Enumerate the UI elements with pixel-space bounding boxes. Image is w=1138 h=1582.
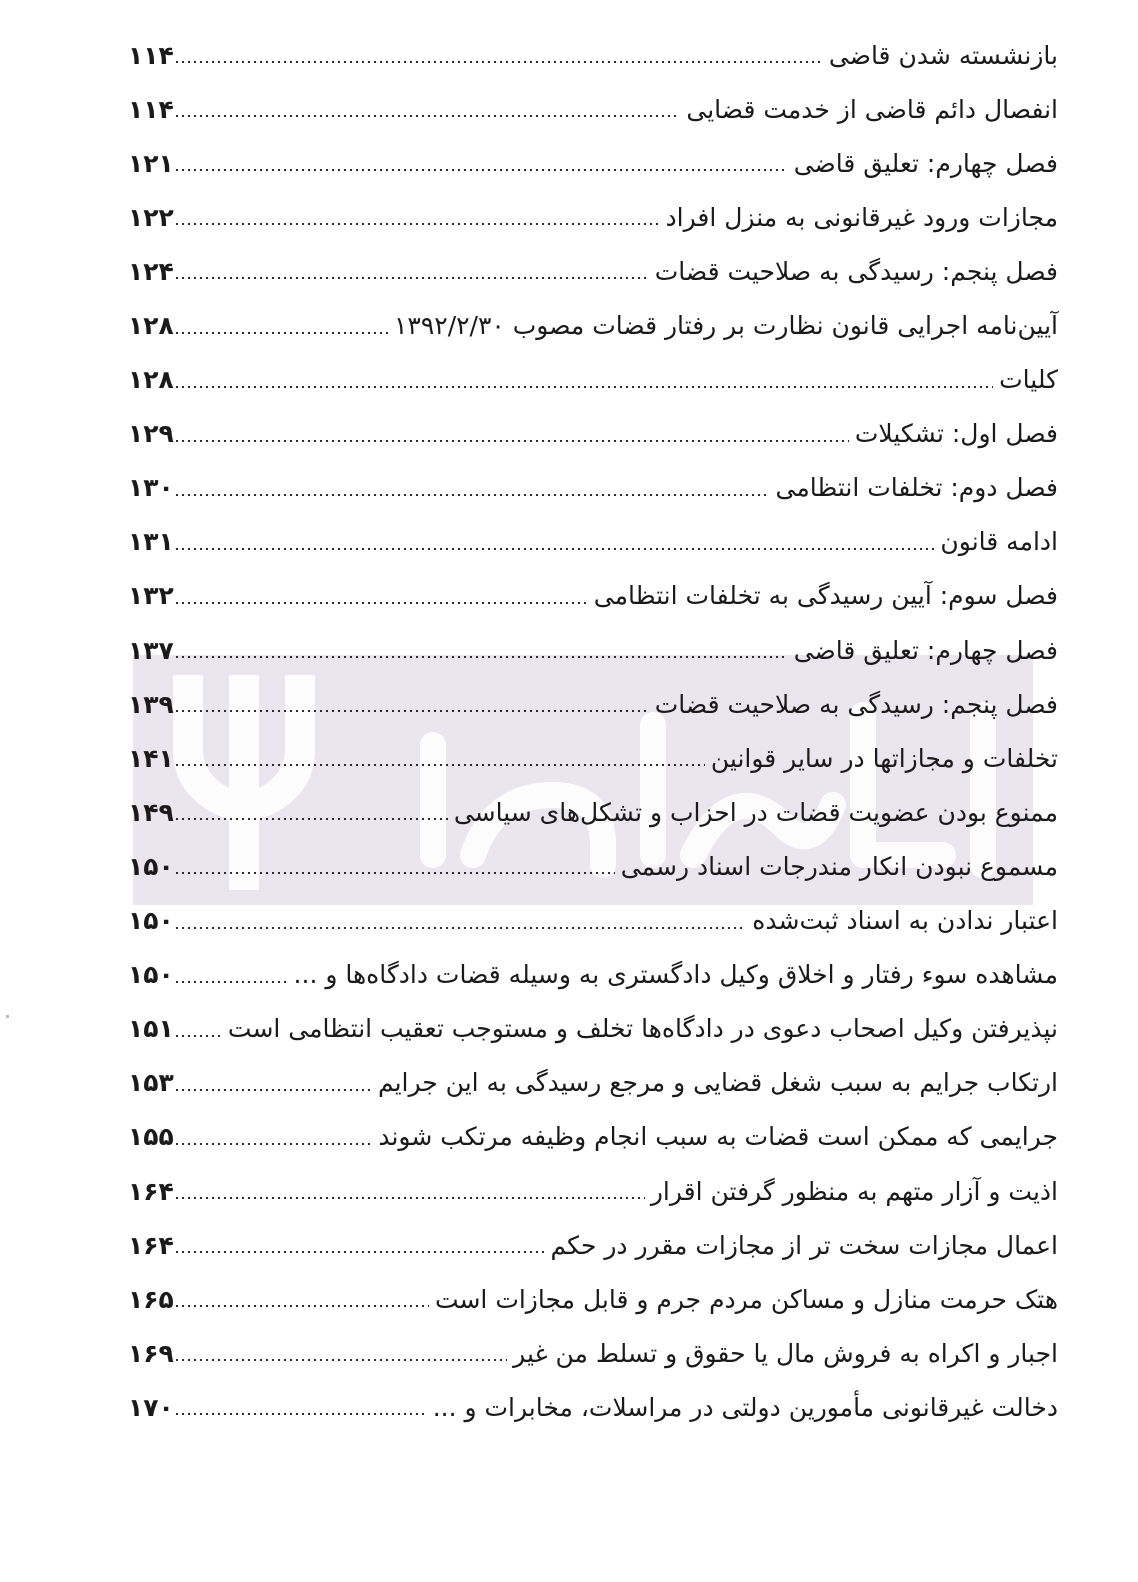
toc-entry-title: ممنوع بودن عضویت قضات در احزاب و تشکل‌های سیاسی bbox=[453, 797, 1058, 827]
toc-entry bbox=[128, 785, 1058, 839]
toc-entry-page-number: ۱۴۱ bbox=[128, 743, 174, 773]
toc-entry-title: ارتکاب جرایم به سبب شغل قضایی و مرجع رسیدگی به این جرایم bbox=[377, 1068, 1058, 1098]
toc-entry bbox=[128, 298, 1058, 352]
toc-leader-dots bbox=[174, 602, 588, 604]
toc-entry-title: فصل دوم: تخلفات انتظامی bbox=[775, 473, 1058, 503]
toc-entry bbox=[128, 731, 1058, 785]
toc-entry-title: کلیات bbox=[999, 365, 1058, 395]
toc-leader-dots bbox=[174, 1305, 429, 1307]
toc-entry bbox=[128, 1110, 1058, 1164]
toc-leader-dots bbox=[174, 764, 705, 766]
toc-entry-title: اعمال مجازات سخت تر از مجازات مقرر در حکم bbox=[550, 1230, 1058, 1260]
toc-entry-page-number: ۱۲۱ bbox=[128, 148, 174, 178]
toc-entry bbox=[128, 515, 1058, 569]
toc-entry-page-number: ۱۶۵ bbox=[128, 1284, 174, 1314]
toc-entry-page-number: ۱۲۸ bbox=[128, 311, 174, 341]
toc-entry bbox=[128, 839, 1058, 893]
toc-entry-page-number: ۱۵۳ bbox=[128, 1068, 174, 1098]
toc-entry-page-number: ۱۷۰ bbox=[128, 1392, 174, 1422]
toc-entry-title: نپذیرفتن وکیل اصحاب دعوی در دادگاه‌ها تخلف و مستوجب تعقیب انتظامی است bbox=[227, 1014, 1058, 1044]
toc-entry bbox=[128, 1272, 1058, 1326]
toc-entry-page-number: ۱۳۰ bbox=[128, 473, 174, 503]
toc-entry bbox=[128, 569, 1058, 623]
toc-leader-dots bbox=[174, 981, 288, 983]
toc-entry bbox=[128, 894, 1058, 948]
toc-entry bbox=[128, 1218, 1058, 1272]
toc-entry bbox=[128, 82, 1058, 136]
toc-leader-dots bbox=[174, 1251, 545, 1253]
toc-leader-dots bbox=[174, 61, 823, 63]
toc-entry-title: مسموع نبودن انکار مندرجات اسناد رسمی bbox=[620, 851, 1058, 881]
toc-entry bbox=[128, 407, 1058, 461]
toc-leader-dots bbox=[174, 277, 649, 279]
toc-leader-dots bbox=[174, 169, 788, 171]
toc-entry-page-number: ۱۲۹ bbox=[128, 419, 174, 449]
toc-entry-page-number: ۱۲۲ bbox=[128, 202, 174, 232]
toc-leader-dots bbox=[174, 494, 770, 496]
toc-leader-dots bbox=[174, 1035, 222, 1037]
toc-entry bbox=[128, 136, 1058, 190]
toc-entry-page-number: ۱۶۴ bbox=[128, 1230, 174, 1260]
toc-entry-title: ادامه قانون bbox=[940, 527, 1058, 557]
toc-leader-dots bbox=[174, 332, 388, 334]
toc-leader-dots bbox=[174, 710, 649, 712]
toc-leader-dots bbox=[174, 656, 788, 658]
toc-entry bbox=[128, 1380, 1058, 1434]
toc-entry bbox=[128, 1056, 1058, 1110]
toc-entry-title: جرایمی که ممکن است قضات به سبب انجام وظیفه مرتکب شوند bbox=[378, 1122, 1058, 1152]
scan-speck bbox=[6, 1015, 9, 1018]
toc-entry-title: اجبار و اکراه به فروش مال یا حقوق و تسلط من غیر bbox=[513, 1338, 1058, 1368]
toc-entry bbox=[128, 28, 1058, 82]
toc-leader-dots bbox=[174, 872, 615, 874]
toc-entry bbox=[128, 190, 1058, 244]
toc-entry-title: فصل پنجم: رسیدگی به صلاحیت قضات bbox=[654, 256, 1058, 286]
toc-entry-page-number: ۱۴۹ bbox=[128, 797, 174, 827]
toc-leader-dots bbox=[174, 115, 680, 117]
toc-entry-title: فصل چهارم: تعلیق قاضی bbox=[793, 148, 1058, 178]
toc-entry-title: هتک حرمت منازل و مساکن مردم جرم و قابل مجازات است bbox=[434, 1284, 1058, 1314]
table-of-contents bbox=[128, 28, 1058, 1434]
toc-entry bbox=[128, 1164, 1058, 1218]
toc-entry-page-number: ۱۱۴ bbox=[128, 40, 174, 70]
toc-leader-dots bbox=[174, 818, 448, 820]
toc-entry-title: فصل سوم: آیین رسیدگی به تخلفات انتظامی bbox=[593, 581, 1058, 611]
toc-entry-page-number: ۱۵۰ bbox=[128, 851, 174, 881]
toc-entry bbox=[128, 1326, 1058, 1380]
toc-entry-title: مجازات ورود غیرقانونی به منزل افراد bbox=[665, 202, 1058, 232]
toc-entry-page-number: ۱۵۰ bbox=[128, 960, 174, 990]
toc-entry-page-number: ۱۱۴ bbox=[128, 94, 174, 124]
toc-entry-page-number: ۱۵۱ bbox=[128, 1014, 174, 1044]
toc-entry-page-number: ۱۳۲ bbox=[128, 581, 174, 611]
toc-leader-dots bbox=[174, 1143, 372, 1145]
toc-entry-page-number: ۱۲۸ bbox=[128, 365, 174, 395]
toc-leader-dots bbox=[174, 440, 849, 442]
toc-entry bbox=[128, 353, 1058, 407]
toc-entry-title: فصل چهارم: تعلیق قاضی bbox=[793, 635, 1058, 665]
toc-entry-page-number: ۱۳۱ bbox=[128, 527, 174, 557]
toc-entry-page-number: ۱۳۹ bbox=[128, 689, 174, 719]
toc-entry-title: آیین‌نامه اجرایی قانون نظارت بر رفتار قضات مصوب ۱۳۹۲/۲/۳۰ bbox=[393, 311, 1058, 341]
toc-leader-dots bbox=[174, 386, 993, 388]
toc-entry bbox=[128, 244, 1058, 298]
toc-entry-title: اعتبار ندادن به اسناد ثبت‌شده bbox=[752, 906, 1058, 936]
toc-entry-title: فصل پنجم: رسیدگی به صلاحیت قضات bbox=[654, 689, 1058, 719]
toc-entry bbox=[128, 948, 1058, 1002]
toc-entry bbox=[128, 461, 1058, 515]
toc-leader-dots bbox=[174, 548, 934, 550]
toc-entry-title: تخلفات و مجازاتها در سایر قوانین bbox=[710, 743, 1058, 773]
toc-entry-title: انفصال دائم قاضی از خدمت قضایی bbox=[686, 94, 1058, 124]
toc-leader-dots bbox=[174, 927, 746, 929]
toc-entry-page-number: ۱۲۴ bbox=[128, 256, 174, 286]
toc-leader-dots bbox=[174, 1089, 372, 1091]
toc-entry bbox=[128, 1002, 1058, 1056]
toc-entry-title: مشاهده سوء رفتار و اخلاق وکیل دادگستری به وسیله قضات دادگاه‌ها و ... bbox=[293, 960, 1058, 990]
toc-entry-title: فصل اول: تشکیلات bbox=[854, 419, 1058, 449]
toc-entry-title: اذیت و آزار متهم به منظور گرفتن اقرار bbox=[650, 1176, 1058, 1206]
toc-leader-dots bbox=[174, 1197, 645, 1199]
toc-entry-page-number: ۱۶۴ bbox=[128, 1176, 174, 1206]
toc-entry-page-number: ۱۵۵ bbox=[128, 1122, 174, 1152]
toc-entry-page-number: ۱۶۹ bbox=[128, 1338, 174, 1368]
toc-entry-title: دخالت غیرقانونی مأمورین دولتی در مراسلات، مخابرات و ... bbox=[432, 1392, 1058, 1422]
toc-entry bbox=[128, 677, 1058, 731]
toc-entry-page-number: ۱۳۷ bbox=[128, 635, 174, 665]
toc-leader-dots bbox=[174, 223, 660, 225]
toc-entry bbox=[128, 623, 1058, 677]
toc-entry-title: بازنشسته شدن قاضی bbox=[828, 40, 1058, 70]
toc-leader-dots bbox=[174, 1413, 427, 1415]
toc-leader-dots bbox=[174, 1359, 507, 1361]
toc-entry-page-number: ۱۵۰ bbox=[128, 906, 174, 936]
